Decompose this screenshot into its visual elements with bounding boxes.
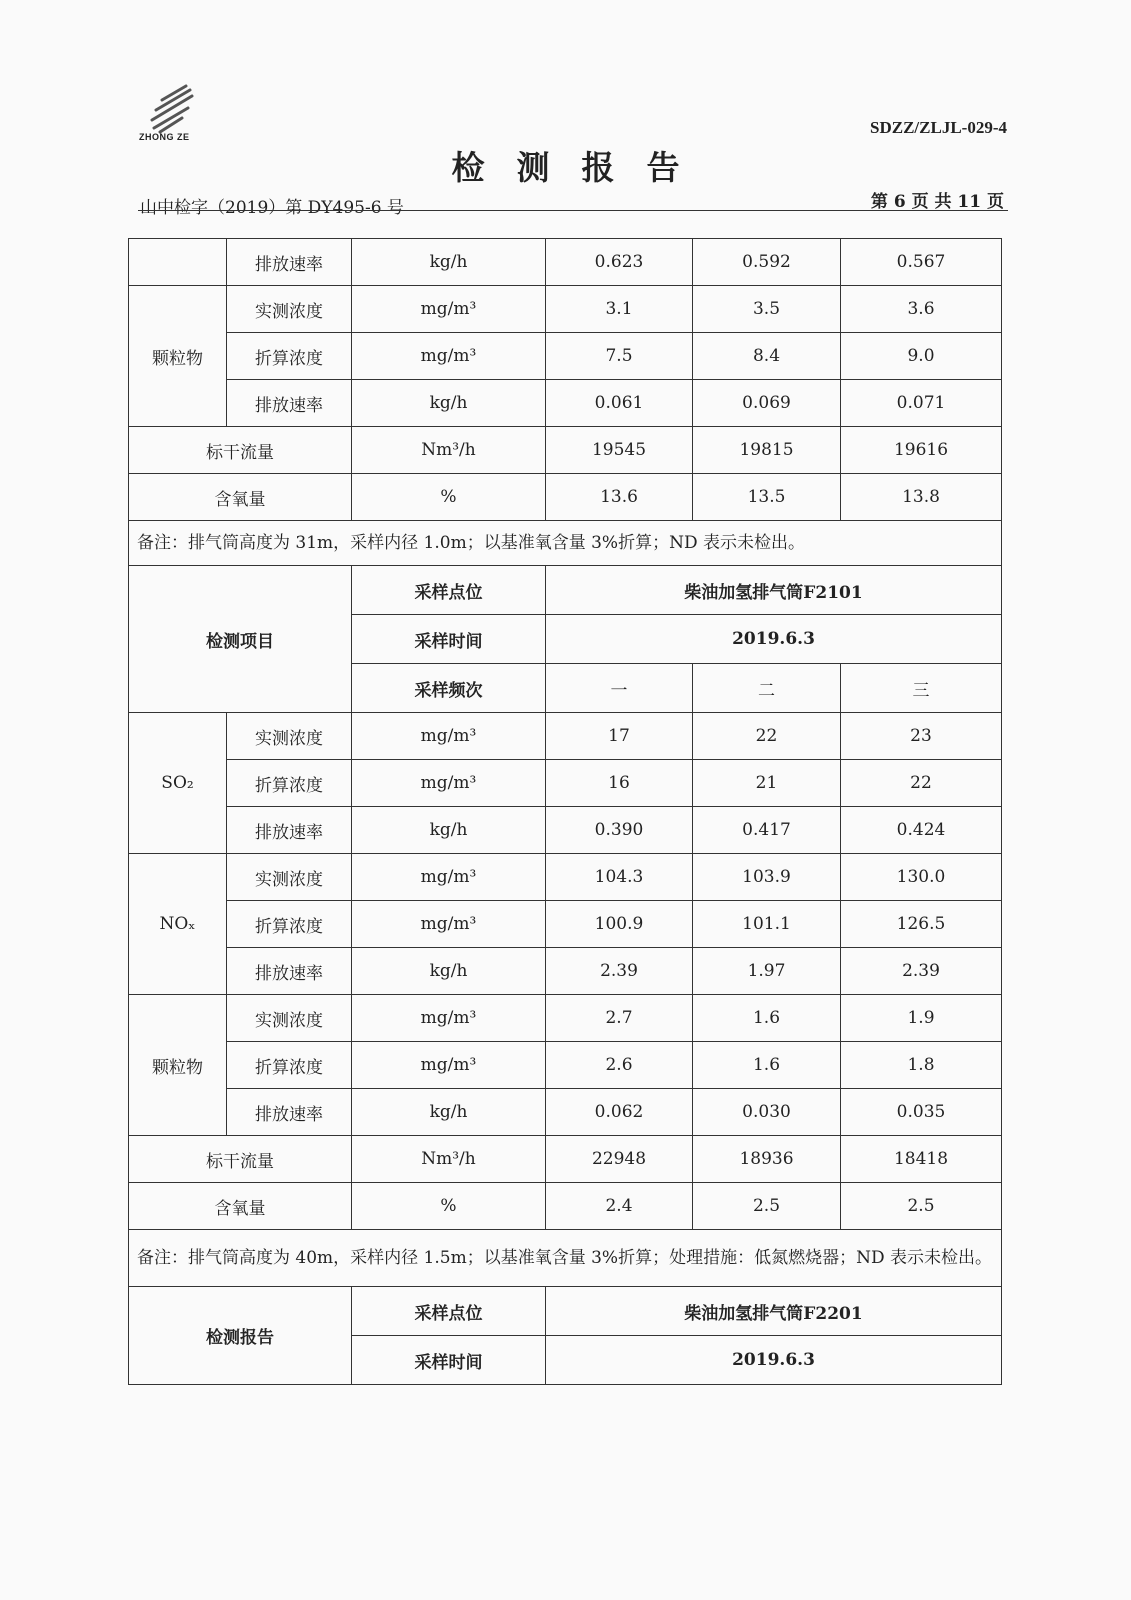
table-cell: 排放速率 [227,1089,352,1136]
table-cell: 0.030 [693,1089,841,1136]
table-cell: 18936 [693,1136,841,1183]
table-cell: 0.062 [546,1089,693,1136]
table-row [129,901,1002,948]
table-cell: 104.3 [546,854,693,901]
table-row [129,286,1002,333]
table-cell: 18418 [841,1136,1002,1183]
table-row [129,380,1002,427]
table-cell: 2019.6.3 [546,615,1002,664]
table-cell: 1.97 [693,948,841,995]
table-cell: 3.6 [841,286,1002,333]
table-cell: 实测浓度 [227,854,352,901]
page-info: 第 6 页 共 11 页 [870,192,1004,212]
table-cell: 7.5 [546,333,693,380]
table-cell: 13.6 [546,474,693,521]
table-cell: 0.567 [841,239,1002,286]
table-row [129,521,1002,566]
table-cell: 2.7 [546,995,693,1042]
table-cell: 9.0 [841,333,1002,380]
table-cell: 颗粒物 [129,286,227,427]
table-cell: kg/h [352,807,546,854]
table-cell: 19616 [841,427,1002,474]
table-cell: Nm³/h [352,1136,546,1183]
table-cell: 柴油加氢排气筒F2201 [546,1287,1002,1336]
table-cell: 0.592 [693,239,841,286]
table-cell: 2019.6.3 [546,1336,1002,1385]
table-row [129,807,1002,854]
table-cell: kg/h [352,948,546,995]
table-cell: Nm³/h [352,427,546,474]
table-cell: 2.5 [841,1183,1002,1230]
table-cell [129,239,227,286]
table-row [129,854,1002,901]
table-row [129,760,1002,807]
table-cell: 折算浓度 [227,760,352,807]
table-cell: % [352,1183,546,1230]
table-row [129,948,1002,995]
table-cell: 检测项目 [129,566,352,713]
table-row [129,1183,1002,1230]
table-cell: 126.5 [841,901,1002,948]
table-cell: 折算浓度 [227,1042,352,1089]
table-cell: mg/m³ [352,854,546,901]
table-cell: 一 [546,664,693,713]
table-cell: % [352,474,546,521]
report-number: 山中检字（2019）第 DY495-6 号 [140,198,404,218]
table-cell: 16 [546,760,693,807]
table-cell: 1.8 [841,1042,1002,1089]
table-cell: mg/m³ [352,995,546,1042]
table-cell: 实测浓度 [227,713,352,760]
table-cell: 8.4 [693,333,841,380]
table-cell: kg/h [352,380,546,427]
table-row [129,427,1002,474]
table-cell: mg/m³ [352,286,546,333]
table-cell: 排放速率 [227,807,352,854]
table-cell: 排放速率 [227,239,352,286]
table-cell: 二 [693,664,841,713]
logo-text: ZHONG ZE [139,132,190,142]
table-row [129,1042,1002,1089]
table-cell: 标干流量 [129,1136,352,1183]
table-row [129,333,1002,380]
table-cell: 1.9 [841,995,1002,1042]
table-cell: 1.6 [693,1042,841,1089]
table-cell: 柴油加氢排气筒F2101 [546,566,1002,615]
table-row [129,1089,1002,1136]
table-cell: 三 [841,664,1002,713]
table-cell: 标干流量 [129,427,352,474]
table-cell: 22 [693,713,841,760]
table-cell: 2.4 [546,1183,693,1230]
table-cell: 采样时间 [352,615,546,664]
table-cell: 13.5 [693,474,841,521]
table-cell: 0.417 [693,807,841,854]
table-cell: 103.9 [693,854,841,901]
table-row [129,1230,1002,1287]
table-cell: 2.39 [841,948,1002,995]
table-cell: 0.061 [546,380,693,427]
table-cell: mg/m³ [352,760,546,807]
table-cell: 颗粒物 [129,995,227,1136]
page-title: 检测报告 [451,148,712,187]
table-cell: 13.8 [841,474,1002,521]
table-cell: 0.071 [841,380,1002,427]
table-cell: 2.6 [546,1042,693,1089]
table-cell: 21 [693,760,841,807]
table-cell: 17 [546,713,693,760]
table-cell: 实测浓度 [227,286,352,333]
table-cell: 折算浓度 [227,333,352,380]
table-cell: 采样点位 [352,1287,546,1336]
table-cell: 0.390 [546,807,693,854]
table-cell: 100.9 [546,901,693,948]
table-cell: 19815 [693,427,841,474]
table-cell: NOₓ [129,854,227,995]
table-cell: 检测报告 [129,1287,352,1385]
table-cell: 130.0 [841,854,1002,901]
document-code: SDZZ/ZLJL-029-4 [870,118,1007,137]
table-cell: mg/m³ [352,333,546,380]
table-cell: 3.1 [546,286,693,333]
table-row [129,995,1002,1042]
table-cell: 采样频次 [352,664,546,713]
table-cell: 0.424 [841,807,1002,854]
table-cell: 0.623 [546,239,693,286]
table-cell: 采样时间 [352,1336,546,1385]
table-cell: 101.1 [693,901,841,948]
table-cell: 23 [841,713,1002,760]
table-cell: 折算浓度 [227,901,352,948]
remark-cell: 备注：排气筒高度为 40m，采样内径 1.5m；以基准氧含量 3%折算；处理措施：低氮燃烧器；ND 表示未检出。 [129,1230,1002,1287]
table-cell: 含氧量 [129,1183,352,1230]
table-cell: SO₂ [129,713,227,854]
table-cell: mg/m³ [352,713,546,760]
table-cell: 19545 [546,427,693,474]
table-cell: 0.035 [841,1089,1002,1136]
table-cell: 0.069 [693,380,841,427]
remark-cell: 备注：排气筒高度为 31m，采样内径 1.0m；以基准氧含量 3%折算；ND 表示未检出。 [129,521,1002,566]
table-cell: 2.39 [546,948,693,995]
table-row [129,566,1002,615]
table-row [129,1287,1002,1336]
table-cell: 含氧量 [129,474,352,521]
table-cell: 实测浓度 [227,995,352,1042]
table-cell: 22 [841,760,1002,807]
header-divider [138,210,1008,211]
table-cell: kg/h [352,239,546,286]
table-cell: mg/m³ [352,1042,546,1089]
table-cell: 2.5 [693,1183,841,1230]
table-cell: 22948 [546,1136,693,1183]
table-row [129,713,1002,760]
table-cell: 1.6 [693,995,841,1042]
table-row [129,239,1002,286]
table-cell: kg/h [352,1089,546,1136]
test-results-table [128,238,1002,1385]
table-cell: 采样点位 [352,566,546,615]
table-cell: mg/m³ [352,901,546,948]
table-row [129,1136,1002,1183]
table-row [129,474,1002,521]
table-cell: 排放速率 [227,948,352,995]
table-cell: 排放速率 [227,380,352,427]
table-cell: 3.5 [693,286,841,333]
